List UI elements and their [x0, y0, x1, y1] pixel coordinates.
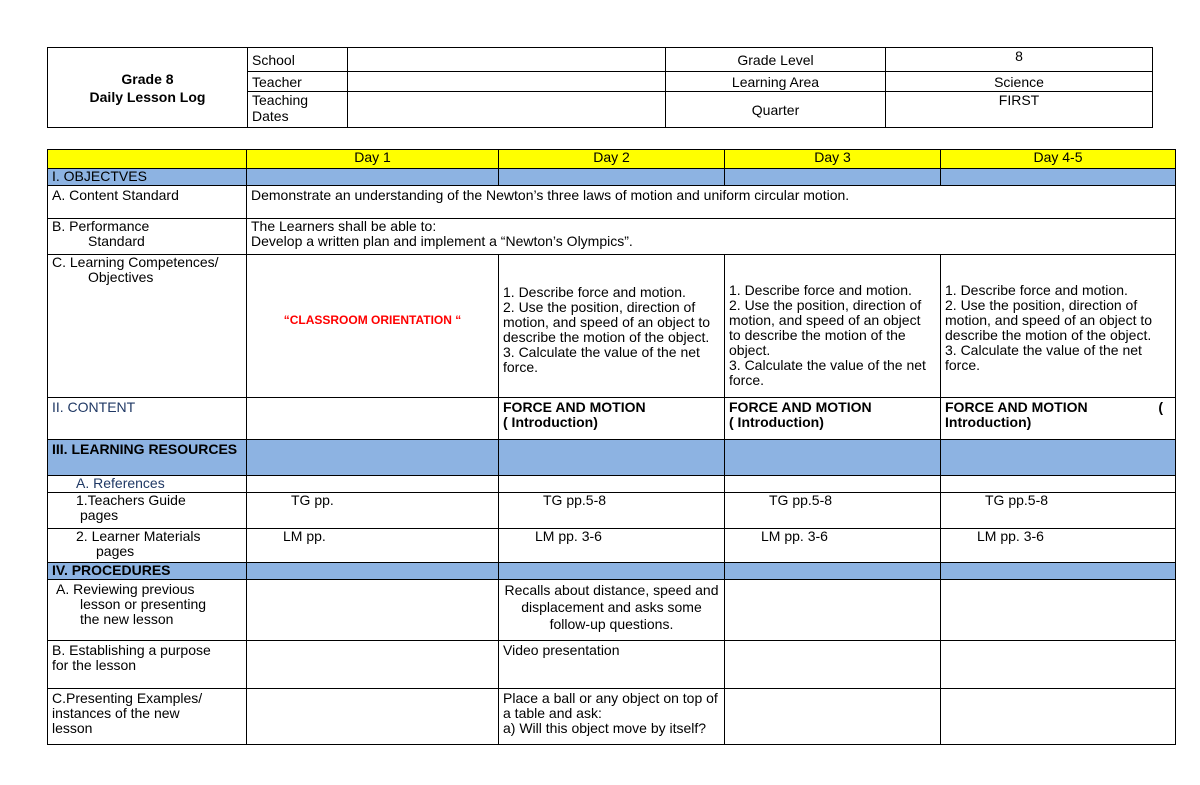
presenting-day2-2: a) Will this object move by itself? — [503, 720, 707, 736]
performance-standard-row — [48, 219, 1176, 255]
day45-content — [941, 398, 1176, 440]
references-label: A. References — [48, 476, 247, 493]
presenting-label-3: lesson — [52, 720, 93, 736]
lm-day45: LM pp. 3-6 — [941, 529, 1176, 563]
classroom-orientation: “CLASSROOM ORIENTATION “ — [283, 313, 462, 327]
content-row — [48, 398, 1176, 440]
presenting-label-2: instances of the new — [52, 705, 180, 721]
reviewing-label-2: lesson or presenting — [80, 596, 207, 612]
day2-content — [499, 398, 725, 440]
learning-resources-row — [48, 440, 1176, 476]
procedures-heading: IV. PROCEDURES — [48, 563, 247, 580]
purpose-label — [48, 641, 247, 689]
objectives-row — [48, 169, 1176, 186]
presenting-row — [48, 689, 1176, 745]
day45-content-1: FORCE AND MOTION — [945, 399, 1088, 415]
teaching-dates-field[interactable] — [348, 92, 666, 128]
day3-content-1: FORCE AND MOTION — [729, 399, 872, 415]
competences-row — [48, 255, 1176, 398]
presenting-label — [48, 689, 247, 745]
day3-objectives: 1. Describe force and motion. 2. Use the position, direction of motion, and speed of an object to describe the motion of the object. 3. Calculate the value of the net force. — [725, 255, 941, 398]
learner-materials-row — [48, 529, 1176, 563]
lm-day2: LM pp. 3-6 — [499, 529, 725, 563]
reviewing-label — [48, 580, 247, 641]
learner-materials-label-1: 2. Learner Materials — [76, 528, 201, 544]
day-header-2: Day 2 — [499, 150, 725, 169]
day45-content-2: Introduction) — [945, 414, 1032, 430]
school-field[interactable] — [348, 48, 666, 72]
objectives-heading: I. OBJECTVES — [48, 169, 247, 186]
performance-value-2: Develop a written plan and implement a “Newton’s Olympics”. — [251, 233, 633, 249]
performance-standard-value — [247, 219, 1176, 255]
performance-label-1: B. Performance — [52, 218, 150, 234]
reviewing-day2: Recalls about distance, speed and displacement and asks some follow-up questions. — [499, 580, 725, 641]
teaching-dates-label: Teaching Dates — [248, 92, 348, 128]
lm-day3: LM pp. 3-6 — [725, 529, 941, 563]
header-table — [47, 47, 1153, 128]
learner-materials-label — [48, 529, 247, 563]
reviewing-label-3: the new lesson — [80, 611, 174, 627]
grade-level-label: Grade Level — [666, 48, 886, 72]
day2-content-2: ( Introduction) — [503, 414, 598, 430]
references-row — [48, 476, 1176, 493]
teachers-guide-label-1: 1.Teachers Guide — [76, 492, 186, 508]
teachers-guide-label — [48, 493, 247, 529]
purpose-day2: Video presentation — [499, 641, 725, 689]
teachers-guide-row — [48, 493, 1176, 529]
day-header-3: Day 3 — [725, 150, 941, 169]
purpose-label-2: for the lesson — [52, 657, 137, 673]
competences-label — [48, 255, 247, 398]
content-standard-value: Demonstrate an understanding of the Newton’s three laws of motion and uniform circular motion. — [247, 186, 1176, 219]
lm-day1: LM pp. — [247, 529, 499, 563]
day45-objectives: 1. Describe force and motion. 2. Use the position, direction of motion, and speed of an object to describe the motion of the object. 3. Calculate the value of the net force. — [941, 255, 1176, 398]
day-header-4: Day 4-5 — [941, 150, 1176, 169]
lesson-log-title — [48, 48, 248, 128]
tg-day45: TG pp.5-8 — [941, 493, 1176, 529]
day3-content-2: ( Introduction) — [729, 414, 824, 430]
presenting-day2 — [499, 689, 725, 745]
day-header-row — [48, 150, 1176, 169]
competences-label-2: Objectives — [88, 269, 154, 285]
teacher-label: Teacher — [248, 72, 348, 92]
purpose-label-1: B. Establishing a purpose — [52, 642, 211, 658]
day2-content-1: FORCE AND MOTION — [503, 399, 646, 415]
day2-objectives: 1. Describe force and motion. 2. Use the position, direction of motion, and speed of an object to describe the motion of the object. 3. Calculate the value of the net force. — [499, 255, 725, 398]
competences-label-1: C. Learning Competences/ — [52, 254, 219, 270]
day1-objective-cell — [247, 255, 499, 398]
day-header-1: Day 1 — [247, 150, 499, 169]
teacher-field[interactable] — [348, 72, 666, 92]
grade-level-value[interactable]: 8 — [886, 48, 1153, 72]
school-label: School — [248, 48, 348, 72]
day3-content — [725, 398, 941, 440]
learning-area-value[interactable]: Science — [886, 72, 1153, 92]
purpose-row — [48, 641, 1176, 689]
presenting-label-1: C.Presenting Examples/ — [52, 690, 203, 706]
learning-area-label: Learning Area — [666, 72, 886, 92]
content-standard-label: A. Content Standard — [48, 186, 247, 219]
quarter-value[interactable]: FIRST — [886, 92, 1153, 128]
reviewing-row — [48, 580, 1176, 641]
performance-value-1: The Learners shall be able to: — [251, 218, 437, 234]
reviewing-label-1: A. Reviewing previous — [56, 581, 195, 597]
day-header-blank — [48, 150, 247, 169]
tg-day2: TG pp.5-8 — [499, 493, 725, 529]
title-line-1: Grade 8 — [121, 70, 174, 87]
learning-resources-heading: III. LEARNING RESOURCES — [48, 440, 247, 476]
presenting-day2-1: Place a ball or any object on top of a table and ask: — [503, 690, 718, 721]
lesson-plan-table — [47, 149, 1176, 745]
teachers-guide-label-2: pages — [80, 507, 119, 523]
tg-day1: TG pp. — [247, 493, 499, 529]
performance-label-2: Standard — [88, 233, 145, 249]
procedures-row — [48, 563, 1176, 580]
tg-day3: TG pp.5-8 — [725, 493, 941, 529]
quarter-label: Quarter — [666, 92, 886, 128]
learner-materials-label-2: pages — [96, 543, 135, 559]
performance-standard-label — [48, 219, 247, 255]
day45-content-paren: ( — [1158, 399, 1163, 415]
content-heading: II. CONTENT — [48, 398, 247, 440]
title-line-2: Daily Lesson Log — [89, 88, 206, 105]
content-standard-row — [48, 186, 1176, 219]
